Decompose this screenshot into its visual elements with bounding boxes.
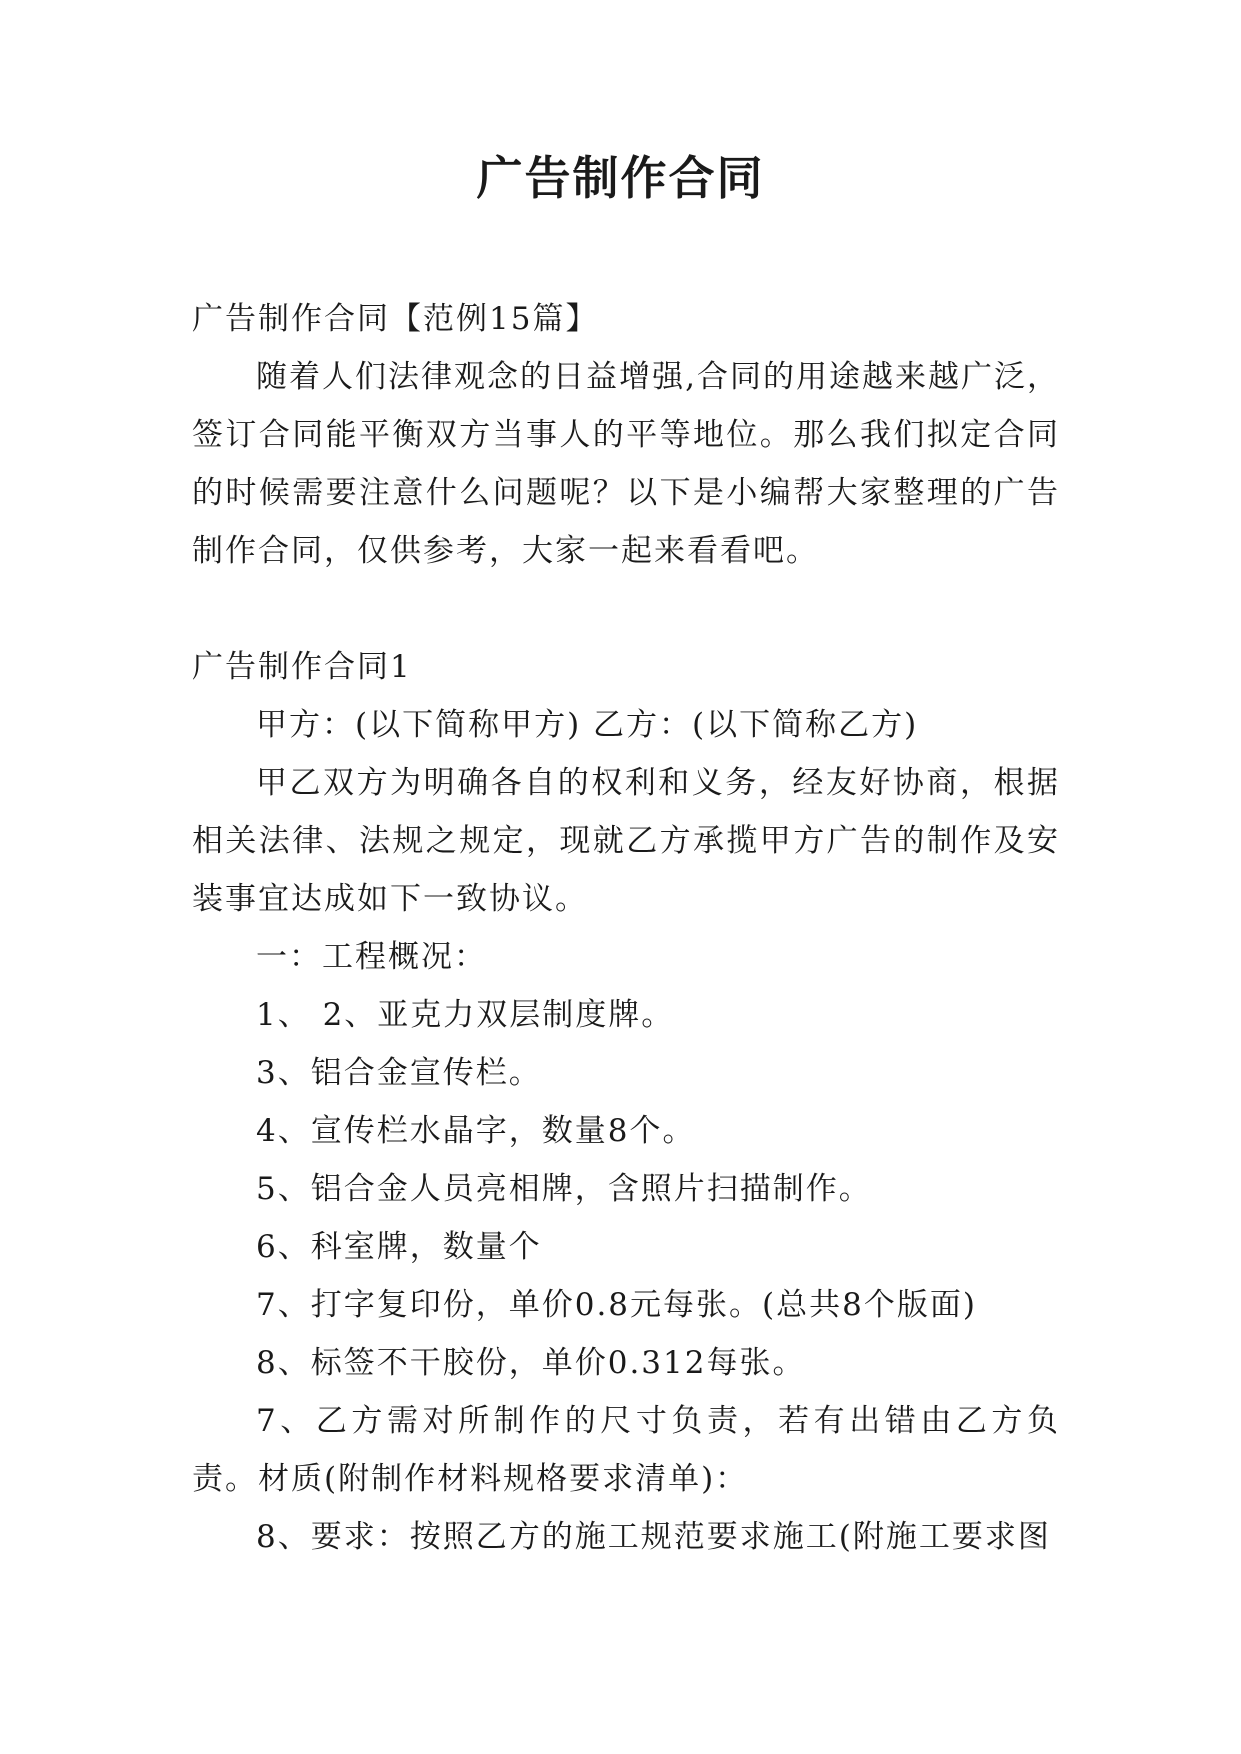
parties-line: 甲方：(以下简称甲方) 乙方：(以下简称乙方) bbox=[256, 707, 919, 743]
preamble-paragraph: 甲乙双方为明确各自的权利和义务，经友好协商，根据相关法律、法规之规定，现就乙方承揽甲方广告的制作及安装事宜达成如下一致协议。 bbox=[192, 765, 1060, 917]
list-item: 4、宣传栏水晶字，数量8个。 bbox=[256, 1113, 696, 1149]
document-subtitle: 广告制作合同【范例15篇】 bbox=[192, 301, 599, 337]
list-item: 3、铝合金宣传栏。 bbox=[256, 1055, 542, 1091]
document-title: 广告制作合同 bbox=[476, 151, 765, 205]
intro-paragraph: 随着人们法律观念的日益增强,合同的用途越来越广泛，签订合同能平衡双方当事人的平等地位。那么我们拟定合同的时候需要注意什么问题呢？以下是小编帮大家整理的广告制作合同，仅供参考，大家一起来看看吧。 bbox=[192, 359, 1060, 569]
list-item: 8、标签不干胶份，单价0.312每张。 bbox=[256, 1345, 806, 1381]
paragraph-spacer bbox=[192, 580, 1060, 638]
list-item: 6、科室牌，数量个 bbox=[256, 1229, 542, 1265]
list-item: 7、乙方需对所制作的尺寸负责，若有出错由乙方负责。材质(附制作材料规格要求清单)： bbox=[192, 1403, 1060, 1497]
section-heading: 广告制作合同1 bbox=[192, 649, 412, 685]
list-item: 7、打字复印份，单价0.8元每张。(总共8个版面) bbox=[256, 1287, 977, 1323]
item-heading: 一：工程概况： bbox=[256, 939, 487, 975]
list-item: 1、 2、亚克力双层制度牌。 bbox=[256, 997, 675, 1033]
list-item: 8、要求：按照乙方的施工规范要求施工(附施工要求图 bbox=[256, 1519, 1051, 1555]
document-body bbox=[192, 290, 1060, 1566]
list-item: 5、铝合金人员亮相牌，含照片扫描制作。 bbox=[256, 1171, 872, 1207]
